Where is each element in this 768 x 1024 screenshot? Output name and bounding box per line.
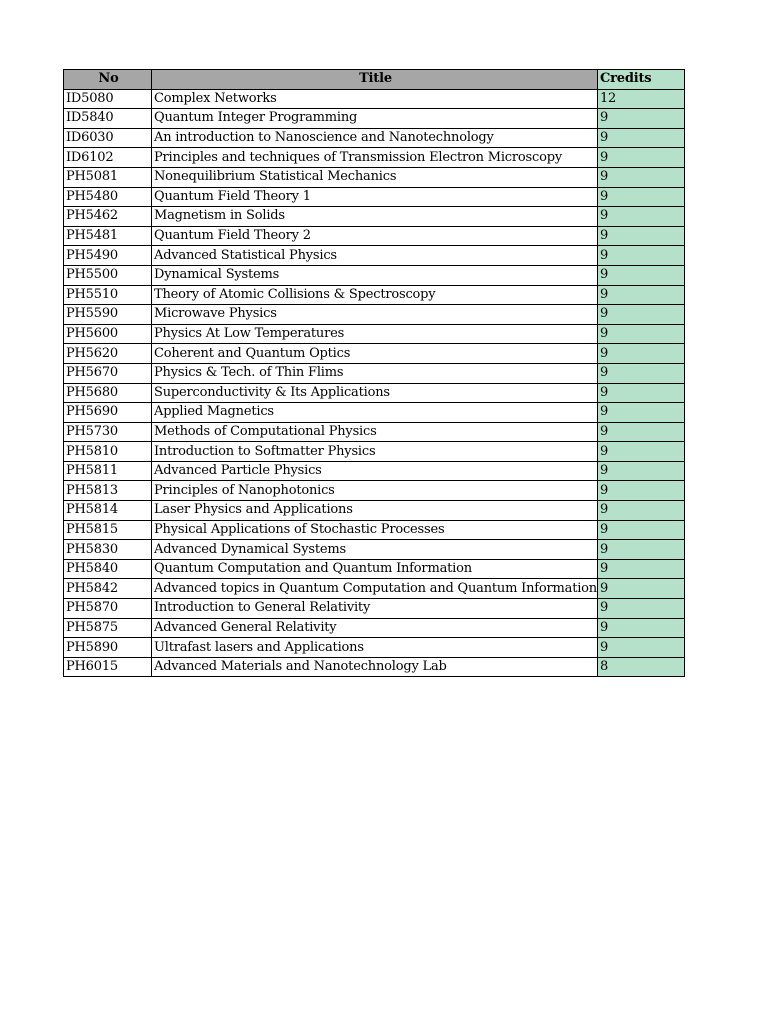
- course-title-cell: Physics & Tech. of Thin Flims: [152, 363, 598, 383]
- table-row: [64, 579, 685, 599]
- course-title-cell: Methods of Computational Physics: [152, 422, 598, 442]
- course-title-cell: Applied Magnetics: [152, 403, 598, 423]
- course-credits-cell: 9: [597, 442, 684, 462]
- table-row: [64, 461, 685, 481]
- table-row: [64, 363, 685, 383]
- course-number-cell: PH5842: [64, 579, 152, 599]
- course-credits-cell: 9: [597, 226, 684, 246]
- course-number-cell: PH5510: [64, 285, 152, 305]
- course-credits-cell: 9: [597, 128, 684, 148]
- table-row: [64, 442, 685, 462]
- table-row: [64, 638, 685, 658]
- course-credits-cell: 9: [597, 305, 684, 325]
- course-credits-cell: 9: [597, 579, 684, 599]
- table-row: [64, 187, 685, 207]
- course-number-cell: PH5840: [64, 559, 152, 579]
- course-title-cell: Advanced topics in Quantum Computation and Quantum Information: [152, 579, 598, 599]
- course-credits-cell: 9: [597, 265, 684, 285]
- course-number-cell: PH5481: [64, 226, 152, 246]
- course-credits-cell: 9: [597, 207, 684, 227]
- course-title-cell: Theory of Atomic Collisions & Spectroscopy: [152, 285, 598, 305]
- course-credits-cell: 9: [597, 461, 684, 481]
- course-credits-cell: 9: [597, 422, 684, 442]
- course-number-cell: PH5670: [64, 363, 152, 383]
- course-title-cell: Advanced Dynamical Systems: [152, 540, 598, 560]
- course-number-cell: PH5490: [64, 246, 152, 266]
- course-credits-cell: 9: [597, 363, 684, 383]
- table-row: [64, 403, 685, 423]
- course-number-cell: PH5890: [64, 638, 152, 658]
- table-row: [64, 540, 685, 560]
- course-title-cell: Microwave Physics: [152, 305, 598, 325]
- table-row: [64, 89, 685, 109]
- course-credits-cell: 9: [597, 559, 684, 579]
- table-row: [64, 305, 685, 325]
- table-row: [64, 383, 685, 403]
- header-no: No: [64, 70, 152, 90]
- table-row: [64, 167, 685, 187]
- course-title-cell: Complex Networks: [152, 89, 598, 109]
- course-credits-cell: 9: [597, 501, 684, 521]
- courses-table: [63, 69, 685, 677]
- course-number-cell: PH5730: [64, 422, 152, 442]
- course-title-cell: Superconductivity & Its Applications: [152, 383, 598, 403]
- course-title-cell: Advanced General Relativity: [152, 618, 598, 638]
- course-title-cell: Physics At Low Temperatures: [152, 324, 598, 344]
- course-credits-cell: 8: [597, 657, 684, 677]
- table-row: [64, 324, 685, 344]
- course-number-cell: PH5813: [64, 481, 152, 501]
- course-number-cell: PH5814: [64, 501, 152, 521]
- course-number-cell: PH5815: [64, 520, 152, 540]
- course-number-cell: PH5811: [64, 461, 152, 481]
- table-row: [64, 265, 685, 285]
- course-number-cell: PH5870: [64, 599, 152, 619]
- table-row: [64, 520, 685, 540]
- course-number-cell: PH5462: [64, 207, 152, 227]
- course-credits-cell: 9: [597, 481, 684, 501]
- course-number-cell: PH5690: [64, 403, 152, 423]
- course-title-cell: Nonequilibrium Statistical Mechanics: [152, 167, 598, 187]
- course-title-cell: An introduction to Nanoscience and Nanotechnology: [152, 128, 598, 148]
- course-credits-cell: 9: [597, 344, 684, 364]
- course-title-cell: Introduction to Softmatter Physics: [152, 442, 598, 462]
- course-title-cell: Laser Physics and Applications: [152, 501, 598, 521]
- course-credits-cell: 9: [597, 187, 684, 207]
- table-row: [64, 559, 685, 579]
- course-title-cell: Principles and techniques of Transmission Electron Microscopy: [152, 148, 598, 168]
- table-row: [64, 226, 685, 246]
- course-credits-cell: 9: [597, 285, 684, 305]
- course-title-cell: Dynamical Systems: [152, 265, 598, 285]
- header-credits: Credits: [597, 70, 684, 90]
- course-credits-cell: 9: [597, 246, 684, 266]
- course-rows: [64, 89, 685, 677]
- table-row: [64, 422, 685, 442]
- course-number-cell: PH5081: [64, 167, 152, 187]
- course-number-cell: PH5600: [64, 324, 152, 344]
- course-title-cell: Physical Applications of Stochastic Processes: [152, 520, 598, 540]
- course-title-cell: Quantum Computation and Quantum Information: [152, 559, 598, 579]
- course-number-cell: PH5810: [64, 442, 152, 462]
- header-row: [64, 70, 685, 90]
- course-title-cell: Quantum Integer Programming: [152, 109, 598, 129]
- course-title-cell: Quantum Field Theory 1: [152, 187, 598, 207]
- course-number-cell: ID5840: [64, 109, 152, 129]
- course-title-cell: Ultrafast lasers and Applications: [152, 638, 598, 658]
- table-row: [64, 657, 685, 677]
- course-number-cell: PH5620: [64, 344, 152, 364]
- table-row: [64, 285, 685, 305]
- course-credits-cell: 9: [597, 148, 684, 168]
- course-number-cell: PH5500: [64, 265, 152, 285]
- course-number-cell: PH5875: [64, 618, 152, 638]
- course-credits-cell: 9: [597, 520, 684, 540]
- header-title: Title: [152, 70, 598, 90]
- table-row: [64, 501, 685, 521]
- course-credits-cell: 9: [597, 403, 684, 423]
- course-credits-cell: 9: [597, 383, 684, 403]
- course-title-cell: Advanced Statistical Physics: [152, 246, 598, 266]
- course-credits-cell: 9: [597, 109, 684, 129]
- course-credits-cell: 9: [597, 618, 684, 638]
- course-number-cell: PH5590: [64, 305, 152, 325]
- course-number-cell: PH5680: [64, 383, 152, 403]
- course-title-cell: Advanced Particle Physics: [152, 461, 598, 481]
- course-number-cell: PH5830: [64, 540, 152, 560]
- table-row: [64, 618, 685, 638]
- course-number-cell: PH5480: [64, 187, 152, 207]
- course-title-cell: Quantum Field Theory 2: [152, 226, 598, 246]
- table-row: [64, 207, 685, 227]
- course-credits-cell: 9: [597, 638, 684, 658]
- course-credits-cell: 9: [597, 324, 684, 344]
- course-number-cell: ID6102: [64, 148, 152, 168]
- course-credits-cell: 9: [597, 540, 684, 560]
- course-title-cell: Advanced Materials and Nanotechnology Lab: [152, 657, 598, 677]
- course-number-cell: ID6030: [64, 128, 152, 148]
- table-row: [64, 148, 685, 168]
- table-row: [64, 109, 685, 129]
- course-title-cell: Coherent and Quantum Optics: [152, 344, 598, 364]
- course-credits-cell: 9: [597, 167, 684, 187]
- course-title-cell: Introduction to General Relativity: [152, 599, 598, 619]
- course-number-cell: ID5080: [64, 89, 152, 109]
- table-row: [64, 599, 685, 619]
- table-row: [64, 344, 685, 364]
- course-title-cell: Principles of Nanophotonics: [152, 481, 598, 501]
- course-title-cell: Magnetism in Solids: [152, 207, 598, 227]
- course-number-cell: PH6015: [64, 657, 152, 677]
- table-row: [64, 246, 685, 266]
- course-credits-cell: 12: [597, 89, 684, 109]
- table-row: [64, 481, 685, 501]
- course-credits-cell: 9: [597, 599, 684, 619]
- table-row: [64, 128, 685, 148]
